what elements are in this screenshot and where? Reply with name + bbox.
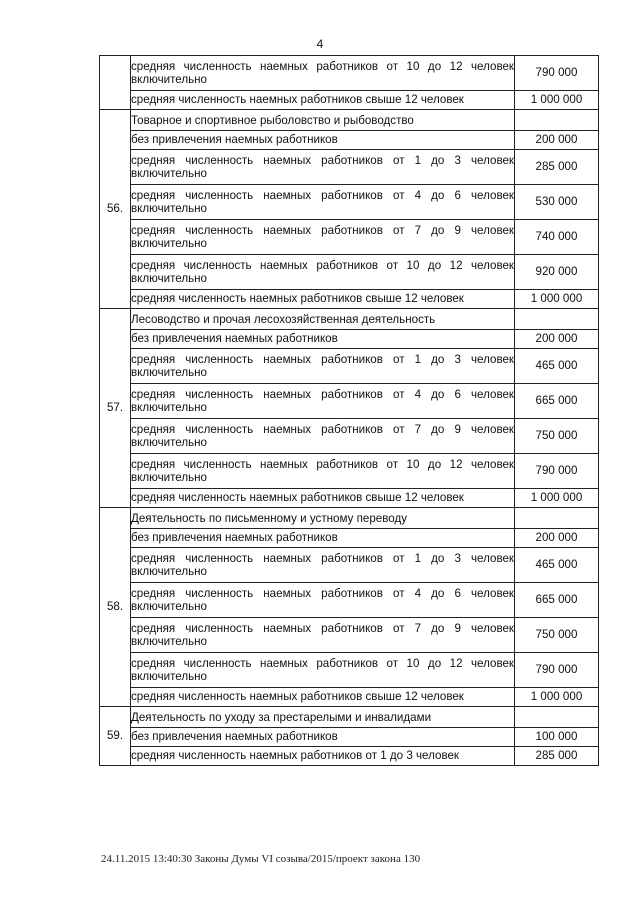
row-description: без привлечения наемных работников (131, 330, 515, 349)
table-row (100, 489, 599, 508)
section-number: 58. (100, 508, 131, 707)
row-value-empty (515, 110, 599, 131)
row-value: 790 000 (515, 653, 599, 688)
row-value: 790 000 (515, 56, 599, 91)
row-description: без привлечения наемных работников (131, 131, 515, 150)
row-value-empty (515, 508, 599, 529)
section-header-row (100, 508, 599, 529)
row-value: 285 000 (515, 747, 599, 766)
table-row (100, 419, 599, 454)
section-title: Товарное и спортивное рыболовство и рыбоводство (131, 110, 515, 131)
row-description: без привлечения наемных работников (131, 529, 515, 548)
row-value: 740 000 (515, 220, 599, 255)
table-row (100, 688, 599, 707)
row-description: средняя численность наемных работников от 7 до 9 человек включительно (131, 419, 515, 454)
row-description: средняя численность наемных работников от 10 до 12 человек включительно (131, 454, 515, 489)
row-description: средняя численность наемных работников от 4 до 6 человек включительно (131, 185, 515, 220)
table-row (100, 747, 599, 766)
row-value: 100 000 (515, 728, 599, 747)
table-row (100, 56, 599, 91)
row-value: 1 000 000 (515, 688, 599, 707)
row-value: 200 000 (515, 529, 599, 548)
table-row (100, 384, 599, 419)
row-value: 465 000 (515, 349, 599, 384)
row-value: 465 000 (515, 548, 599, 583)
row-value: 1 000 000 (515, 489, 599, 508)
section-title: Деятельность по письменному и устному переводу (131, 508, 515, 529)
table-row (100, 150, 599, 185)
table-row (100, 583, 599, 618)
row-value: 790 000 (515, 454, 599, 489)
row-value: 665 000 (515, 384, 599, 419)
table-row (100, 255, 599, 290)
section-header-row (100, 110, 599, 131)
table-row (100, 728, 599, 747)
row-number-cell (100, 56, 131, 110)
row-description: средняя численность наемных работников свыше 12 человек (131, 489, 515, 508)
table-row (100, 349, 599, 384)
row-value: 530 000 (515, 185, 599, 220)
row-description: без привлечения наемных работников (131, 728, 515, 747)
table-row (100, 131, 599, 150)
row-description: средняя численность наемных работников от 1 до 3 человек включительно (131, 349, 515, 384)
row-description: средняя численность наемных работников от 1 до 3 человек включительно (131, 548, 515, 583)
row-description: средняя численность наемных работников свыше 12 человек (131, 91, 515, 110)
section-header-row (100, 707, 599, 728)
row-description: средняя численность наемных работников от 4 до 6 человек включительно (131, 583, 515, 618)
row-value: 920 000 (515, 255, 599, 290)
row-description: средняя численность наемных работников свыше 12 человек (131, 688, 515, 707)
tariff-table (99, 55, 599, 766)
table-row (100, 618, 599, 653)
row-description: средняя численность наемных работников от 10 до 12 человек включительно (131, 255, 515, 290)
row-value: 665 000 (515, 583, 599, 618)
row-description: средняя численность наемных работников от 4 до 6 человек включительно (131, 384, 515, 419)
row-value: 750 000 (515, 618, 599, 653)
table-row (100, 91, 599, 110)
row-value: 1 000 000 (515, 91, 599, 110)
table-row (100, 454, 599, 489)
row-description: средняя численность наемных работников от 10 до 12 человек включительно (131, 56, 515, 91)
page-number: 4 (316, 37, 324, 51)
section-title: Лесоводство и прочая лесохозяйственная деятельность (131, 309, 515, 330)
section-number: 57. (100, 309, 131, 508)
section-number: 56. (100, 110, 131, 309)
row-description: средняя численность наемных работников от 10 до 12 человек включительно (131, 653, 515, 688)
section-header-row (100, 309, 599, 330)
row-description: средняя численность наемных работников от 1 до 3 человек включительно (131, 150, 515, 185)
row-description: средняя численность наемных работников свыше 12 человек (131, 290, 515, 309)
table-row (100, 330, 599, 349)
table-row (100, 220, 599, 255)
row-value: 1 000 000 (515, 290, 599, 309)
row-value-empty (515, 707, 599, 728)
table-row (100, 548, 599, 583)
table-row (100, 653, 599, 688)
document-footer: 24.11.2015 13:40:30 Законы Думы VI созыва/2015/проект закона 130 (101, 853, 421, 865)
row-description: средняя численность наемных работников от 7 до 9 человек включительно (131, 618, 515, 653)
row-description: средняя численность наемных работников от 1 до 3 человек (131, 747, 515, 766)
row-value: 285 000 (515, 150, 599, 185)
row-value-empty (515, 309, 599, 330)
row-value: 200 000 (515, 330, 599, 349)
table-row (100, 529, 599, 548)
row-description: средняя численность наемных работников от 7 до 9 человек включительно (131, 220, 515, 255)
table-row (100, 290, 599, 309)
row-value: 750 000 (515, 419, 599, 454)
table-row (100, 185, 599, 220)
row-value: 200 000 (515, 131, 599, 150)
section-title: Деятельность по уходу за престарелыми и инвалидами (131, 707, 515, 728)
section-number: 59. (100, 707, 131, 766)
